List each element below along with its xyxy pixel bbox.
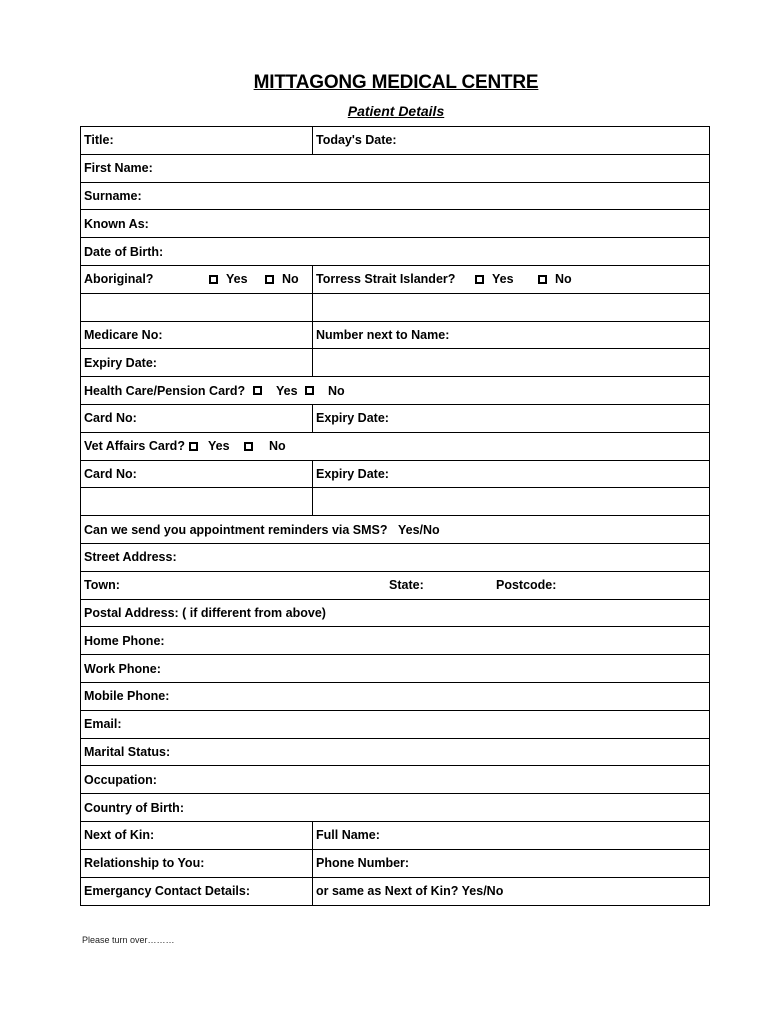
surname-field[interactable]: Surname:	[84, 188, 142, 203]
row-country	[81, 794, 709, 822]
same-as-next-of-kin[interactable]: or same as Next of Kin? Yes/No	[316, 884, 504, 899]
sms-question: Can we send you appointment reminders via SMS?	[84, 522, 388, 537]
row-street	[81, 544, 709, 572]
row-health-card	[81, 377, 709, 405]
checkbox-icon[interactable]	[253, 386, 262, 395]
checkbox-icon[interactable]	[265, 275, 274, 284]
checkbox-icon[interactable]	[244, 442, 253, 451]
row-postal	[81, 600, 709, 628]
country-of-birth-field[interactable]: Country of Birth:	[84, 800, 184, 815]
health-card-number-field[interactable]: Card No:	[84, 411, 137, 426]
row-work-phone	[81, 655, 709, 683]
checkbox-icon[interactable]	[305, 386, 314, 395]
health-card-yes-label: Yes	[276, 383, 298, 398]
phone-number-field[interactable]: Phone Number:	[316, 856, 410, 871]
page-title: MITTAGONG MEDICAL CENTRE	[253, 72, 539, 93]
row-sms	[81, 516, 709, 544]
sms-yes-no[interactable]: Yes/No	[398, 522, 440, 537]
row-medicare-expiry	[81, 349, 709, 377]
vet-affairs-yes-option[interactable]	[189, 433, 230, 460]
row-home-phone	[81, 627, 709, 655]
row-title-date	[81, 127, 709, 155]
row-aboriginal-torres	[81, 266, 709, 294]
checkbox-icon[interactable]	[209, 275, 218, 284]
known-as-field[interactable]: Known As:	[84, 216, 149, 231]
row-blank-1	[81, 294, 709, 322]
work-phone-field[interactable]: Work Phone:	[84, 661, 161, 676]
email-field[interactable]: Email:	[84, 717, 122, 732]
torres-label: Torress Strait Islander?	[316, 272, 456, 287]
vet-affairs-no-label: No	[269, 439, 286, 454]
emergency-contact-field[interactable]: Emergancy Contact Details:	[84, 884, 251, 899]
row-town	[81, 572, 709, 600]
first-name-field[interactable]: First Name:	[84, 161, 153, 176]
state-field[interactable]: State:	[389, 578, 424, 593]
home-phone-field[interactable]: Home Phone:	[84, 633, 165, 648]
health-card-expiry-field[interactable]: Expiry Date:	[316, 411, 389, 426]
postal-address-field[interactable]: Postal Address: ( if different from above)	[84, 605, 326, 620]
aboriginal-no-label: No	[282, 272, 299, 287]
row-surname	[81, 183, 709, 211]
next-of-kin-field[interactable]: Next of Kin:	[84, 828, 155, 843]
torres-yes-option[interactable]	[475, 266, 514, 293]
turn-over-note: Please turn over………	[82, 935, 175, 945]
torres-no-option[interactable]	[538, 266, 572, 293]
row-dob	[81, 238, 709, 266]
row-health-card-no	[81, 405, 709, 433]
health-card-no-label: No	[328, 383, 345, 398]
row-occupation	[81, 766, 709, 794]
title-field[interactable]: Title:	[84, 133, 114, 148]
checkbox-icon[interactable]	[538, 275, 547, 284]
aboriginal-yes-option[interactable]	[209, 266, 248, 293]
todays-date-field[interactable]: Today's Date:	[316, 133, 397, 148]
dob-field[interactable]: Date of Birth:	[84, 244, 164, 259]
health-card-label: Health Care/Pension Card?	[84, 383, 246, 398]
aboriginal-yes-label: Yes	[226, 272, 248, 287]
vet-card-number-field[interactable]: Card No:	[84, 466, 137, 481]
checkbox-icon[interactable]	[475, 275, 484, 284]
row-email	[81, 711, 709, 739]
street-address-field[interactable]: Street Address:	[84, 550, 177, 565]
row-mobile-phone	[81, 683, 709, 711]
row-first-name	[81, 155, 709, 183]
occupation-field[interactable]: Occupation:	[84, 772, 157, 787]
town-field[interactable]: Town:	[84, 578, 120, 593]
number-next-to-name-field[interactable]: Number next to Name:	[316, 327, 450, 342]
health-card-no-option[interactable]	[305, 377, 345, 404]
marital-status-field[interactable]: Marital Status:	[84, 744, 171, 759]
mobile-phone-field[interactable]: Mobile Phone:	[84, 689, 170, 704]
row-blank-2	[81, 488, 709, 516]
torres-yes-label: Yes	[492, 272, 514, 287]
row-vet-affairs	[81, 433, 709, 461]
row-relationship	[81, 850, 709, 878]
vet-affairs-label: Vet Affairs Card?	[84, 439, 185, 454]
patient-details-form	[80, 126, 710, 906]
aboriginal-no-option[interactable]	[265, 266, 299, 293]
health-card-yes-option[interactable]	[253, 377, 298, 404]
row-medicare	[81, 322, 709, 350]
row-emergency	[81, 878, 709, 906]
vet-card-expiry-field[interactable]: Expiry Date:	[316, 466, 389, 481]
checkbox-icon[interactable]	[189, 442, 198, 451]
page-subtitle: Patient Details	[347, 103, 445, 119]
medicare-expiry-field[interactable]: Expiry Date:	[84, 355, 157, 370]
torres-no-label: No	[555, 272, 572, 287]
vet-affairs-no-option[interactable]	[244, 433, 286, 460]
full-name-field[interactable]: Full Name:	[316, 828, 380, 843]
row-vet-card-no	[81, 461, 709, 489]
row-known-as	[81, 210, 709, 238]
row-next-of-kin	[81, 822, 709, 850]
vet-affairs-yes-label: Yes	[208, 439, 230, 454]
relationship-field[interactable]: Relationship to You:	[84, 856, 205, 871]
postcode-field[interactable]: Postcode:	[496, 578, 557, 593]
medicare-field[interactable]: Medicare No:	[84, 327, 163, 342]
row-marital	[81, 739, 709, 767]
aboriginal-label: Aboriginal?	[84, 272, 154, 287]
